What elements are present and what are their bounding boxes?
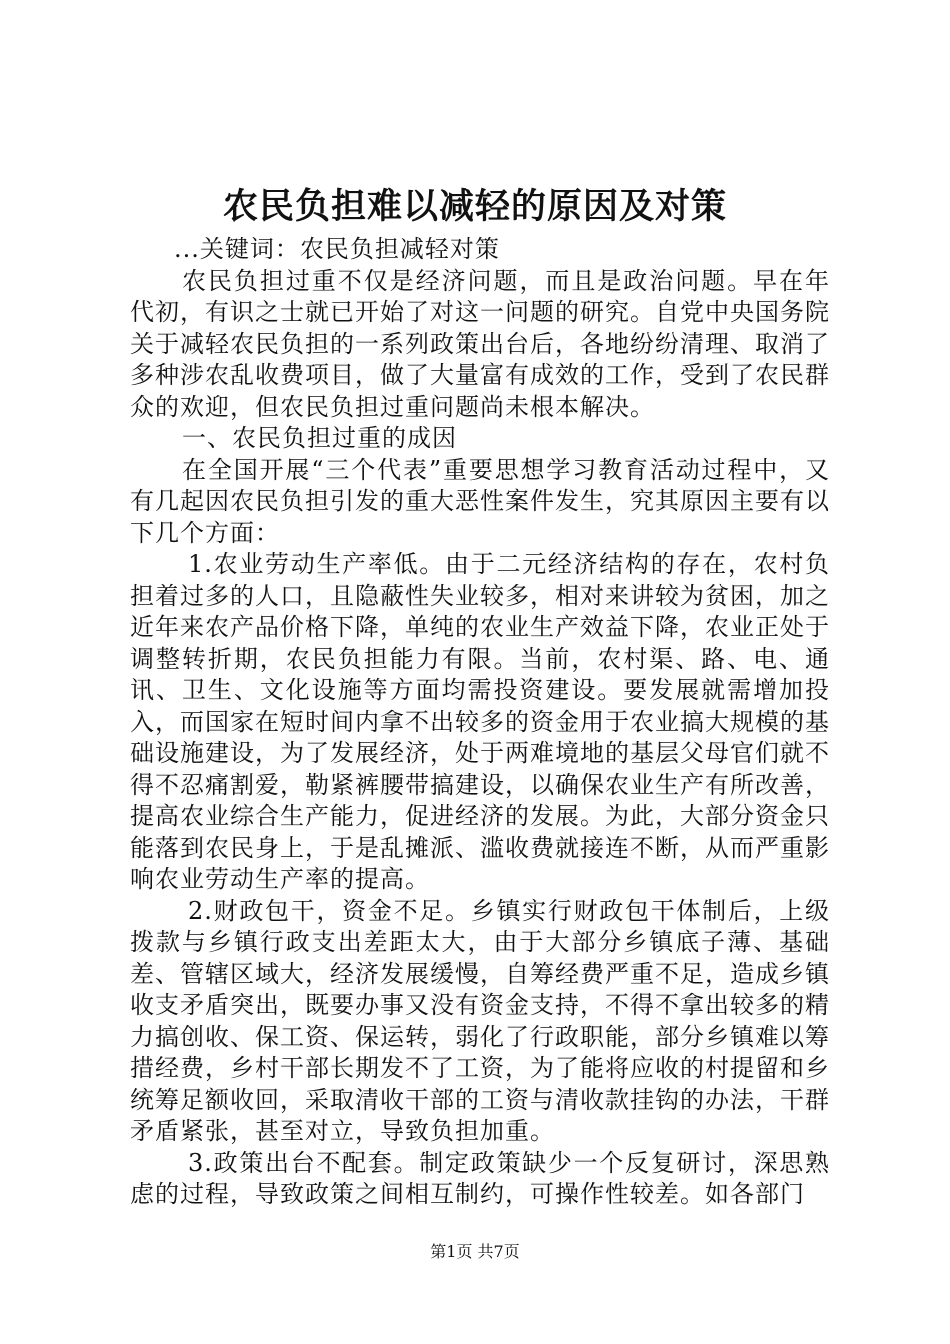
keywords-line: ...关键词：农民负担减轻对策 (174, 235, 500, 263)
section-heading: 一、农民负担过重的成因 (182, 424, 457, 452)
document-title: 农民负担难以减轻的原因及对策 (222, 186, 727, 227)
section-intro-paragraph: 在全国开展“三个代表”重要思想学习教育活动过程中，又有几起因农民负担引发的重大恶性案件发生，究其原因主要有以下几个方面： (130, 455, 830, 547)
intro-paragraph: 农民负担过重不仅是经济问题，而且是政治问题。早在年代初，有识之士就已开始了对这一问题的研究。自党中央国务院关于减轻农民负担的一系列政策出台后，各地纷纷清理、取消了多种涉农乱收费项目，做了大量富有成效的工作，受到了农民群众的欢迎，但农民负担过重问题尚未根本解决。 (130, 266, 830, 421)
list-item: 3.政策出台不配套。制定政策缺少一个反复研讨，深思熟虑的过程，导致政策之间相互制约，可操作性较差。如各部门 (130, 1148, 830, 1208)
list-item: 2.财政包干，资金不足。乡镇实行财政包干体制后，上级拨款与乡镇行政支出差距太大，由于大部分乡镇底子薄、基础差、管辖区域大，经济发展缓慢，自筹经费严重不足，造成乡镇收支矛盾突出，既要办事又没有资金支持，不得不拿出较多的精力搞创收、保工资、保运转，弱化了行政职能，部分乡镇难以筹措经费，乡村干部长期发不了工资，为了能将应收的村提留和乡统筹足额收回，采取清收干部的工资与清收款挂钩的办法，干群矛盾紧张，甚至对立，导致负担加重。 (130, 896, 830, 1145)
list-item: 1.农业劳动生产率低。由于二元经济结构的存在，农村负担着过多的人口，且隐蔽性失业较多，相对来讲较为贫困，加之近年来农产品价格下降，单纯的农业生产效益下降，农业正处于调整转折期，农民负担能力有限。当前，农村渠、路、电、通讯、卫生、文化设施等方面均需投资建设。要发展就需增加投入，而国家在短时间内拿不出较多的资金用于农业搞大规模的基础设施建设，为了发展经济，处于两难境地的基层父母官们就不得不忍痛割爱，勒紧裤腰带搞建设，以确保农业生产有所改善，提高农业综合生产能力，促进经济的发展。为此，大部分资金只能落到农民身上，于是乱摊派、滥收费就接连不断，从而严重影响农业劳动生产率的提高。 (130, 550, 830, 893)
document-body (130, 234, 830, 1211)
page-footer: 第1页 共7页 (430, 1242, 520, 1261)
